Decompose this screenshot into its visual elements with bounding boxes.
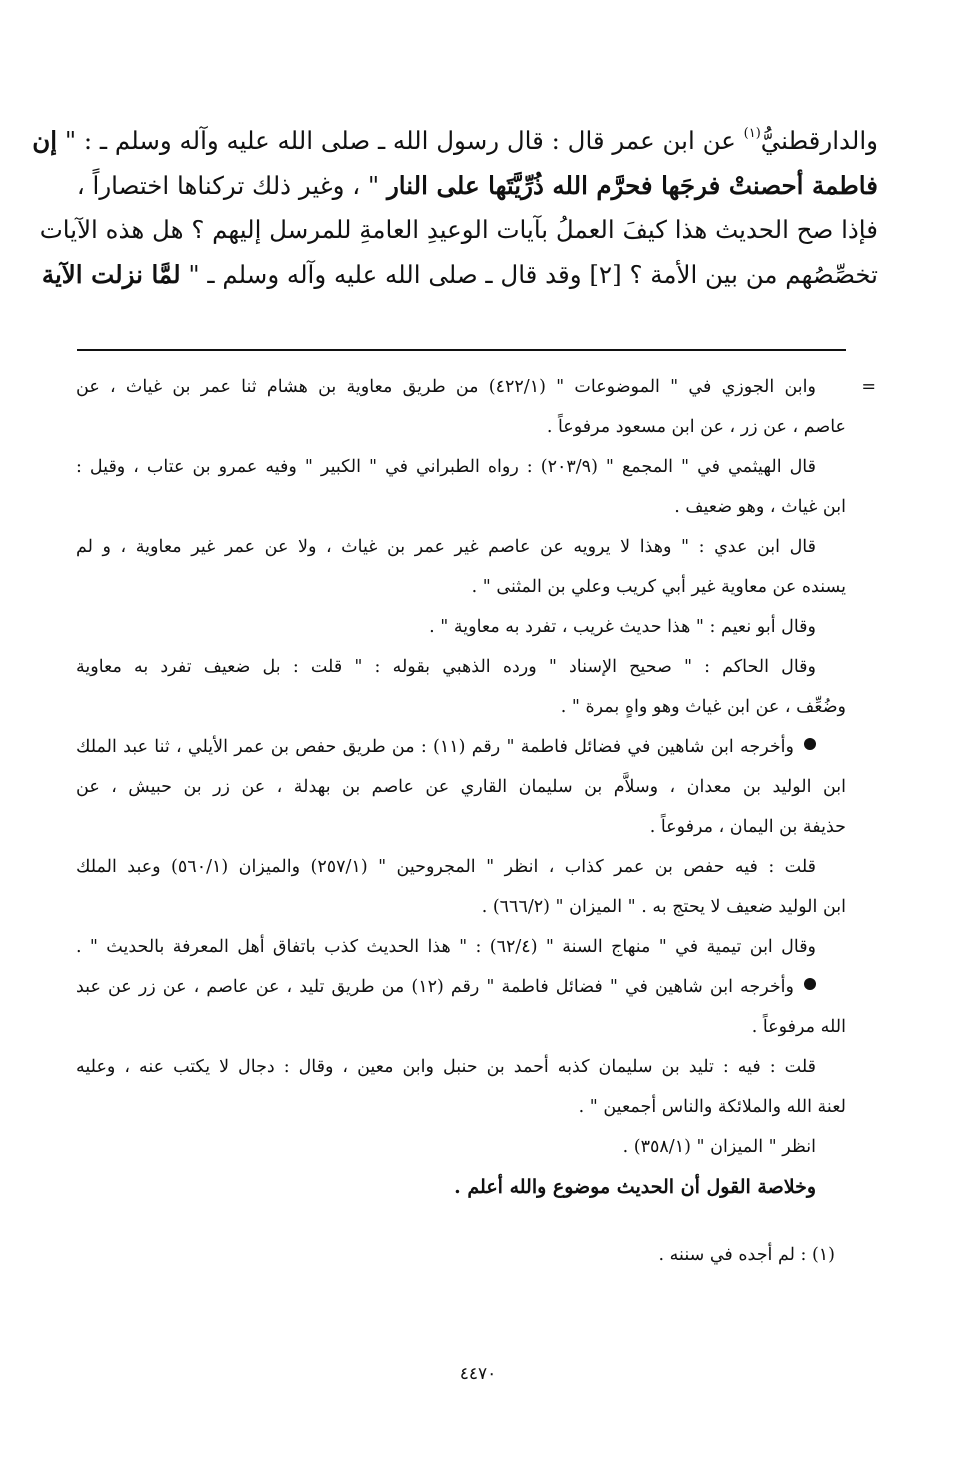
footnote-line: قلت : فيه : تليد بن سليمان كذبه أحمد بن حنبل وابن معين ، وقال : دجال لا يكتب عنه ، وعليه <box>76 1057 816 1077</box>
footnote-line <box>76 967 846 1007</box>
footnote-line: قال الهيثمي في " المجمع " (٢٠٣/٩) : رواه الطبراني في " الكبير " وفيه عمرو بن عتاب ، وقيل : <box>76 457 817 477</box>
footnote-line: عاصم ، عن زر ، عن ابن مسعود مرفوعاً . <box>546 417 846 437</box>
footnote-line: وقال الحاكم : " صحيح الإسناد " ورده الذهبي بقوله : " قلت : بل ضعيف تفرد به معاوية <box>76 657 816 677</box>
footnote-line: قال ابن عدي : " وهذا لا يرويه عن عاصم غير عمر بن غياث ، ولا عن عمر غير معاوية ، و لم <box>76 537 816 557</box>
main-line-4-bold: لمَّا نزلت الآية <box>41 259 181 289</box>
main-text <box>32 112 878 297</box>
main-line-4-text: تخصِّصُهم من بين الأمة ؟ [٢] وقد قال ـ صلى الله عليه وآله وسلم ـ " <box>180 259 878 289</box>
main-line-2 <box>78 164 878 209</box>
main-line-2-bold: فاطمة أحصنتْ فرجَها فحرَّم الله ذُرِّيَّتَها على النار <box>386 170 878 200</box>
footnote-line: انظر " الميزان " (٣٥٨/١) . <box>622 1137 816 1157</box>
footnote-line: قلت : فيه حفص بن عمر كذاب ، انظر " المجروحين " (٢٥٧/١) والميزان (٥٦٠/١) وعبد الملك <box>76 857 816 877</box>
main-line-1-start: والدارقطنيُّ <box>760 126 878 155</box>
author-note: (١) : لم أجده في سننه . <box>658 1245 835 1265</box>
page-number: ٤٤٧٠ <box>459 1364 497 1384</box>
footnote-line: وقال ابن تيمية في " منهاج السنة " (٦٢/٤) : " هذا الحديث كذب باتفاق أهل المعرفة بالحديث " . <box>76 937 817 957</box>
main-line-4 <box>41 253 878 298</box>
main-line-1 <box>32 112 878 164</box>
footnote-line: ابن الوليد ضعيف لا يحتج به . " الميزان " (٦٦٦/٢) . <box>481 897 846 917</box>
main-line-3 <box>39 208 878 253</box>
conclusion: وخلاصة القول أن الحديث موضوع والله أعلم . <box>454 1176 816 1198</box>
footnote-line: يسنده عن معاوية غير أبي كريب وعلي بن المثنى " . <box>471 577 846 597</box>
main-line-2-text: " ، وغير ذلك تركناها اختصاراً ، <box>76 170 387 200</box>
footnote-separator <box>77 349 846 351</box>
bullet-icon <box>804 978 816 990</box>
bullet-icon <box>804 738 816 750</box>
footnote-line <box>76 367 876 407</box>
continuation-mark: = <box>861 377 876 397</box>
footnote-ref-1[interactable]: (١) <box>743 126 761 141</box>
footnote-text: وابن الجوزي في " الموضوعات " (٤٢٢/١) من طريق معاوية بن هشام ثنا عمر بن غياث ، عن <box>76 377 816 397</box>
footnote-line: وضُعِّف ، عن ابن غياث وهو واهٍ بمرة " . <box>560 697 846 717</box>
main-line-1-bold: إن <box>32 126 58 155</box>
main-line-3-text: فإذا صح الحديث هذا كيفَ العملُ بآيات الوعيدِ العامةِ للمرسل إليهم ؟ هل هذه الآيات <box>39 215 878 244</box>
footnote-line <box>76 727 846 767</box>
main-line-1-text: عن ابن عمر قال : قال رسول الله ـ صلى الله عليه وآله وسلم ـ : " <box>57 126 744 155</box>
footnote-line: لعنة الله والملائكة والناس أجمعين " . <box>578 1097 846 1117</box>
footnote-line: الله مرفوعاً . <box>751 1017 846 1037</box>
footnote-text: وأخرجه ابن شاهين في " فضائل فاطمة " رقم (١٢) من طريق تليد ، عن عاصم ، عن زر عن عبد <box>76 977 794 997</box>
footnote-line: ابن غياث ، وهو ضعيف . <box>674 497 846 517</box>
footnote-line: حذيفة بن اليمان ، مرفوعاً . <box>649 817 846 837</box>
footnote-line: ابن الوليد بن معدان ، وسلاَّم بن سليمان القاري عن عاصم بن بهدلة ، عن زر بن حبيش ، عن <box>76 777 846 797</box>
footnotes <box>76 367 876 1207</box>
footnote-line: وقال أبو نعيم : " هذا حديث غريب ، تفرد به معاوية " . <box>429 617 816 637</box>
footnote-text: وأخرجه ابن شاهين في فضائل فاطمة " رقم (١١) : من طريق حفص بن عمر الأيلي ، ثنا عبد الملك <box>76 737 794 757</box>
